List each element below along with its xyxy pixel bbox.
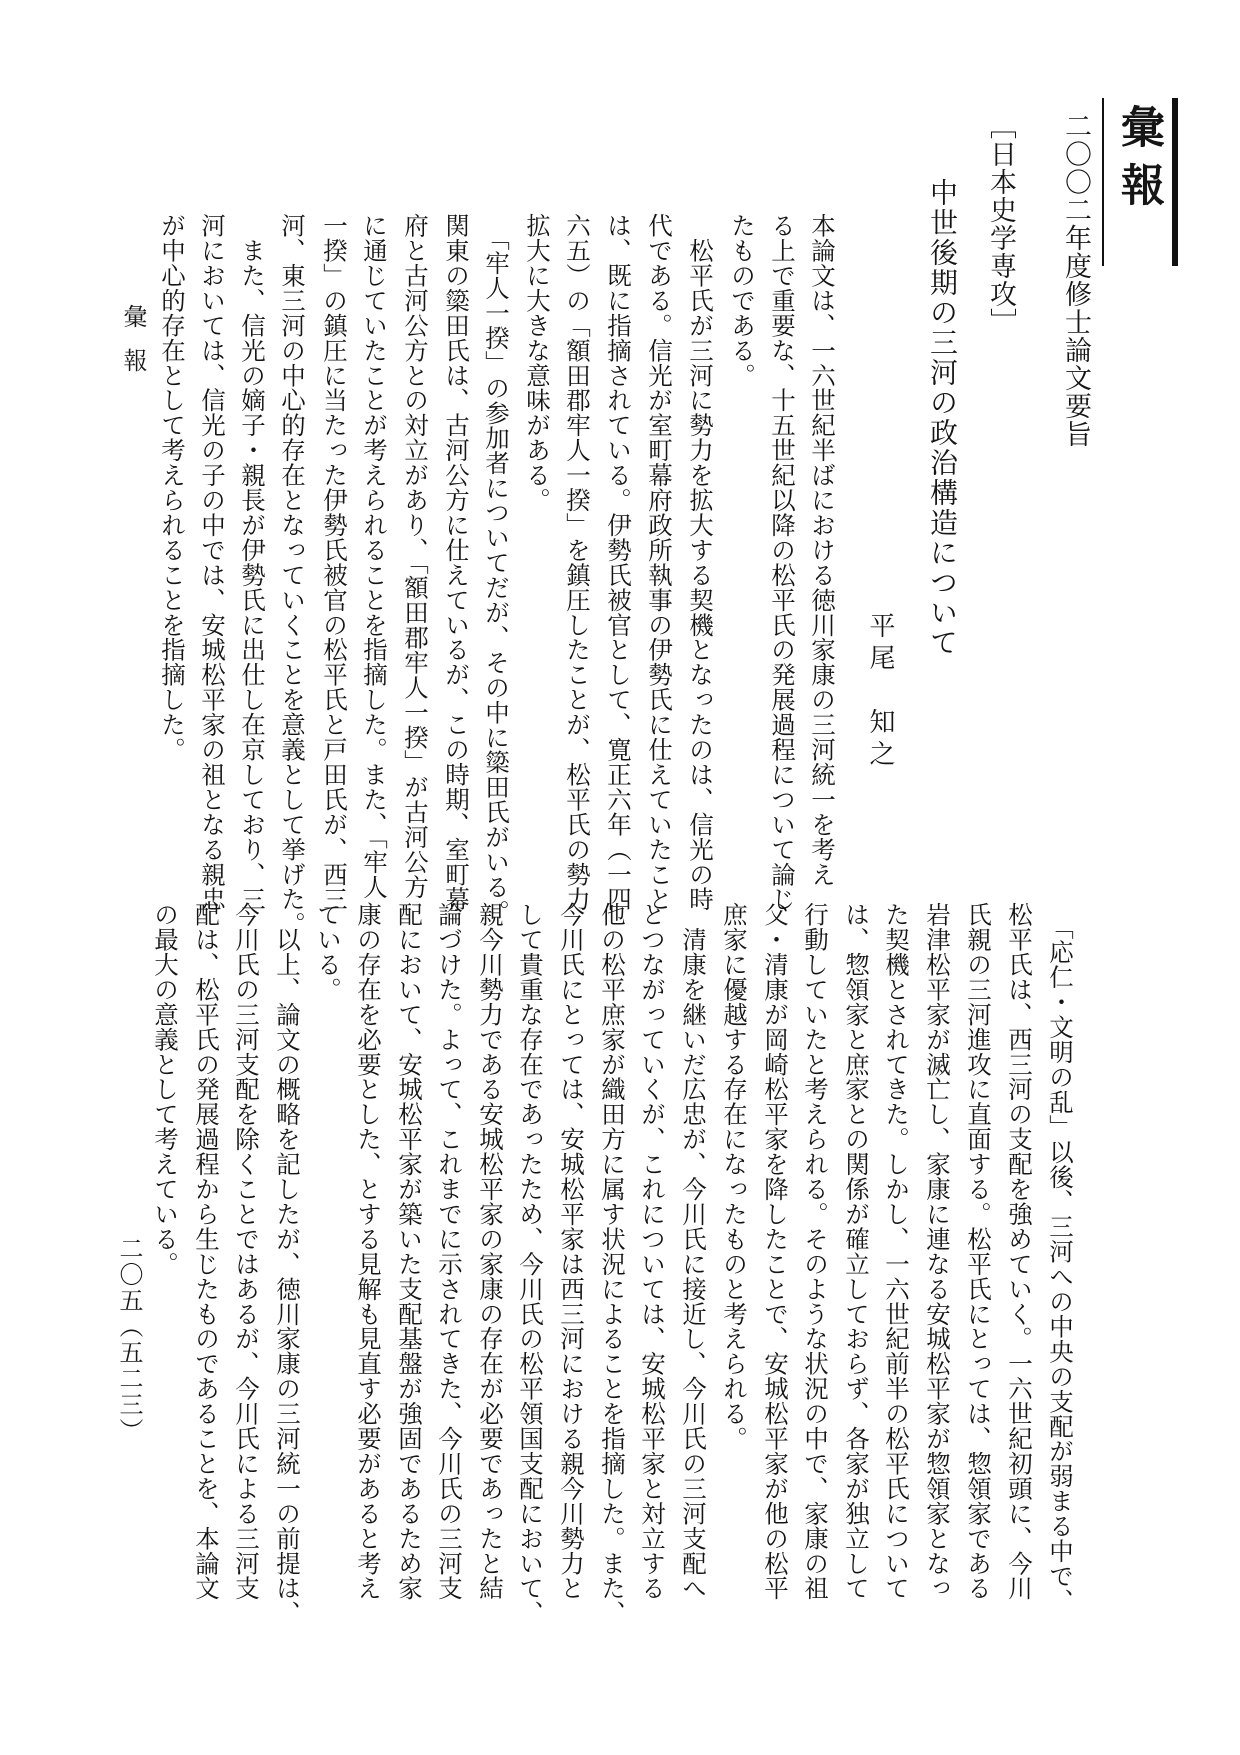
upper-column: 一揆」の鎮圧に当たった伊勢氏被官の松平氏と戸田氏が、西三 [320,213,349,912]
upper-column: たものである。 [728,213,757,388]
article-title: 中世後期の三河の政治構造について [926,178,959,658]
lower-column: 康の存在を必要とした、とする見解も見直す必要があると考え [354,902,383,1601]
upper-column: また、信光の嫡子・親長が伊勢氏に出仕し在京しており、三 [238,213,267,912]
lower-column: 「応仁・文明の乱」以後、三河への中央の支配が弱まる中で、 [1046,902,1075,1614]
lower-column: ている。 [314,902,343,1002]
upper-column: 「牢人一揆」の参加者についてだが、その中に簗田氏がいる。 [482,213,511,925]
upper-column: 本論文は、一六世紀半ばにおける徳川家康の三河統一を考え [808,213,837,887]
masthead [1098,98,1182,266]
lower-column: 行動していたと考えられる。そのような状況の中で、家康の祖 [801,902,830,1601]
upper-column: 関東の簗田氏は、古河公方に仕えているが、この時期、室町幕 [442,213,471,912]
lower-column: 論づけた。よって、これまでに示されてきた、今川氏の三河支 [435,902,464,1601]
upper-column: 松平氏が三河に勢力を拡大する契機となったのは、信光の時 [686,213,715,912]
section-heading: 二〇〇二年度修士論文要旨 [1060,112,1091,448]
article-author: 平尾 知之 [865,612,895,772]
lower-column: とつながっていくが、これについては、安城松平家と対立する [638,902,667,1601]
lower-column: 氏親の三河進攻に直面する。松平氏にとっては、惣領家である [964,902,993,1601]
department-label: ［日本史学専攻］ [985,112,1016,336]
lower-column: して貴重な存在であったため、今川氏の松平領国支配において、 [516,902,545,1626]
lower-column: 松平氏は、西三河の支配を強めていく。一六世紀初頭に、今川 [1005,902,1034,1601]
lower-column: は、惣領家と庶家との関係が確立しておらず、各家が独立して [842,902,871,1601]
lower-column: 今川氏にとっては、安城松平家は西三河における親今川勢力と [557,902,586,1601]
upper-column: 府と古河公方との対立があり、「額田郡牢人一揆」が古河公方 [401,213,430,900]
upper-column: に通じていたことが考えられることを指摘した。また、「牢人 [360,213,389,900]
lower-column: 以上、論文の概略を記したが、徳川家康の三河統一の前提は、 [273,902,302,1626]
lower-column: 清康を継いだ広忠が、今川氏に接近し、今川氏の三河支配へ [679,902,708,1601]
upper-column: 河、東三河の中心的存在となっていくことを意義として挙げた。 [278,213,307,937]
upper-column: る上で重要な、十五世紀以降の松平氏の発展過程について論じ [768,213,797,912]
upper-column: 河においては、信光の子の中では、安城松平家の祖となる親忠 [198,213,227,912]
upper-column: 拡大に大きな意味がある。 [523,213,552,513]
upper-column: が中心的存在として考えられることを指摘した。 [158,213,187,762]
running-title: 彙報 [119,304,147,392]
page-number: 二〇五（五二三） [115,1236,143,1444]
upper-column: 六五）の「額田郡牢人一揆」を鎮圧したことが、松平氏の勢力 [563,213,592,912]
upper-column: は、既に指摘されている。伊勢氏被官として、寛正六年（一四 [604,213,633,912]
upper-column: 代である。信光が室町幕府政所執事の伊勢氏に仕えていたこと [645,213,674,912]
lower-column: 庶家に優越する存在になったものと考えられる。 [720,902,749,1451]
lower-column: た契機とされてきた。しかし、一六世紀前半の松平氏について [882,902,911,1601]
lower-column: 親今川勢力である安城松平家の家康の存在が必要であったと結 [476,902,505,1601]
lower-column: の最大の意義として考えている。 [151,902,180,1277]
masthead-rule-thick [1172,98,1178,266]
lower-column: 他の松平庶家が織田方に属す状況によることを指摘した。また、 [598,902,627,1626]
lower-column: 岩津松平家が滅亡し、家康に連なる安城松平家が惣領家となっ [923,902,952,1601]
lower-column: 配において、安城松平家が築いた支配基盤が強固であるため家 [395,902,424,1601]
lower-column: 配は、松平氏の発展過程から生じたものであることを、本論文 [192,902,221,1601]
lower-column: 今川氏の三河支配を除くことではあるが、今川氏による三河支 [232,902,261,1601]
masthead-title: 彙報 [1113,104,1164,220]
lower-column: 父・清康が岡崎松平家を降したことで、安城松平家が他の松平 [761,902,790,1601]
masthead-rule-thin [1102,98,1104,266]
